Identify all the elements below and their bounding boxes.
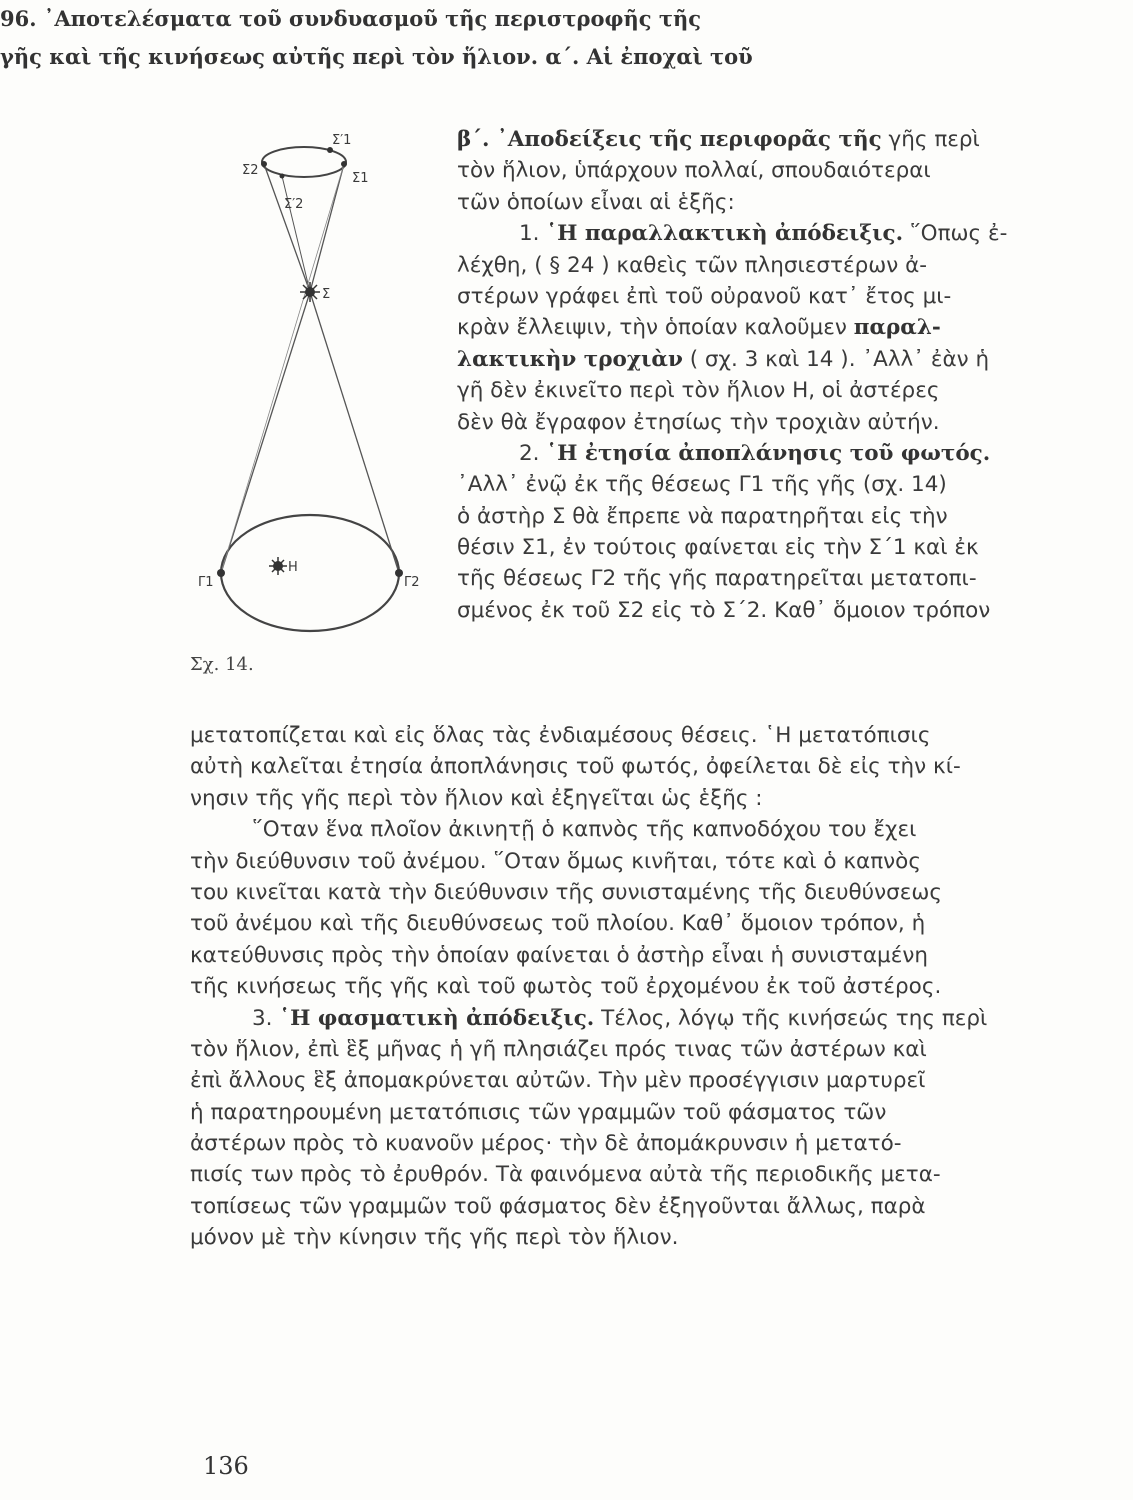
line-sigma-gamma1: [221, 292, 310, 573]
text-span: κατεύθυνσις πρὸς τὴν ὁποίαν φαίνεται ὁ ἀστὴρ εἶναι ἡ συνισταμένη: [190, 942, 928, 968]
column-text: [457, 124, 1057, 626]
text-span: τῆς θέσεως Γ2 τῆς γῆς παρατηρεῖται μετατοπι-: [457, 566, 977, 592]
text-line: [457, 407, 1057, 438]
text-span: 1.: [519, 221, 547, 247]
text-line: [457, 312, 1057, 343]
text-line: [457, 375, 1057, 406]
text-span: θέσιν Σ1, ἐν τούτοις φαίνεται εἰς τὴν Σ΄1 καὶ ἐκ: [457, 535, 979, 561]
text-line: [457, 438, 1057, 469]
figure-caption: Σχ. 14.: [190, 654, 254, 675]
text-span: γῆ δὲν ἐκινεῖτο περὶ τὸν ἥλιον Η, οἱ ἀστέρες: [457, 378, 940, 404]
section-96-line1: 96. ᾿Αποτελέσματα τοῦ συνδυασμοῦ τῆς περιστροφῆς τῆς: [0, 6, 702, 31]
figure-14: [180, 120, 470, 710]
text-span: κρὰν ἔλλειψιν, τὴν ὁποίαν καλοῦμεν: [457, 315, 854, 341]
text-span: μετατοπίζεται καὶ εἰς ὅλας τὰς ἐνδιαμέσους θέσεις. ῾Η μετατόπισις: [190, 723, 931, 748]
label-gamma2: Γ2: [404, 575, 420, 590]
text-span: τῆς κινήσεως τῆς γῆς καὶ τοῦ φωτὸς τοῦ ἐρχομένου ἐκ τοῦ ἀστέρος.: [190, 974, 942, 1000]
text-line: [190, 783, 1058, 814]
full-width-text: [190, 720, 1058, 1254]
point-gamma2: [395, 569, 403, 577]
text-line: [457, 595, 1057, 626]
label-s2-prime: Σ′2: [284, 197, 304, 212]
label-s2: Σ2: [242, 163, 259, 178]
text-line: [457, 155, 1057, 186]
text-span: ῞Οταν ἕνα πλοῖον ἀκινητῇ ὁ καπνὸς τῆς καπνοδόχου του ἔχει: [252, 817, 917, 843]
text-span: τῶν ὁποίων εἶναι αἱ ἑξῆς:: [457, 189, 735, 215]
bold-heading-span: παραλ-: [853, 315, 941, 341]
label-sigma: Σ: [322, 287, 331, 302]
bold-heading-span: ῾Η παραλλακτικὴ ἀπόδειξις.: [546, 221, 904, 247]
sun-icon: [269, 557, 287, 575]
text-span: του κινεῖται κατὰ τὴν διεύθυνσιν τῆς συνισταμένης τῆς διευθύνσεως: [190, 879, 942, 905]
line-s2prime-sigma: [282, 176, 310, 292]
text-span: ᾿Αλλ᾿ ἐνῷ ἐκ τῆς θέσεως Γ1 τῆς γῆς (σχ. 14): [457, 472, 947, 498]
text-line: [190, 846, 1058, 877]
text-line: [457, 563, 1057, 594]
text-span: γῆς περὶ: [881, 127, 980, 152]
text-span: ἐπὶ ἄλλους ἓξ ἀπομακρύνεται αὐτῶν. Τὴν μὲν προσέγγισιν μαρτυρεῖ: [190, 1068, 926, 1094]
text-span: ῞Οπως ἐ-: [903, 221, 1008, 247]
line-gamma1-s1: [221, 164, 344, 573]
text-span: 3.: [252, 1005, 280, 1031]
text-line: [457, 344, 1057, 375]
earth-orbit-ellipse: [221, 515, 399, 631]
text-span: στέρων γράφει ἐπὶ τοῦ οὐρανοῦ κατ᾿ ἔτος μι-: [457, 283, 952, 309]
label-helios: Η: [288, 560, 298, 575]
text-line: [190, 751, 1058, 782]
text-line: [457, 250, 1057, 281]
text-line: [457, 532, 1057, 563]
text-line: [457, 469, 1057, 500]
text-line: [457, 187, 1057, 218]
text-span: ( σχ. 3 καὶ 14 ). ᾿Αλλ᾿ ἐὰν ἡ: [682, 346, 990, 372]
text-span: τοῦ ἀνέμου καὶ τῆς διευθύνσεως τοῦ πλοίου. Καθ᾿ ὅμοιον τρόπον, ἡ: [190, 911, 926, 937]
parallax-diagram: [180, 120, 470, 710]
label-s1: Σ1: [352, 171, 369, 186]
text-line: [190, 971, 1058, 1002]
bold-heading-span: ῾Η φασματικὴ ἀπόδειξις.: [279, 1005, 595, 1031]
line-s1-sigma: [310, 164, 344, 292]
text-span: τοπίσεως τῶν γραμμῶν τοῦ φάσματος δὲν ἐξηγοῦνται ἄλλως, παρὰ: [190, 1193, 926, 1219]
text-span: τὸν ἥλιον, ὑπάρχουν πολλαί, σπουδαιότεραι: [457, 158, 931, 184]
text-line: [190, 908, 1058, 939]
point-s2: [261, 161, 267, 167]
text-span: ὁ ἀστὴρ Σ θὰ ἔπρεπε νὰ παρατηρῆται εἰς τὴν: [457, 503, 948, 529]
bold-heading-span: λακτικὴν τροχιὰν: [457, 346, 683, 372]
text-line: [190, 940, 1058, 971]
section-96-heading: [0, 0, 870, 76]
text-span: τὸν ἥλιον, ἐπὶ ἓξ μῆνας ἡ γῆ πλησιάζει πρός τινας τῶν ἀστέρων καὶ: [190, 1036, 927, 1062]
text-line: [190, 814, 1058, 845]
text-line: [457, 218, 1057, 249]
line-sigma-gamma2: [310, 292, 399, 573]
text-line: [457, 124, 1057, 155]
text-span: αὐτὴ καλεῖται ἐτησία ἀποπλάνησις τοῦ φωτός, ὀφείλεται δὲ εἰς τὴν κί-: [190, 754, 961, 780]
text-span: τὴν διεύθυνσιν τοῦ ἀνέμου. ῞Οταν ὅμως κινῆται, τότε καὶ ὁ καπνὸς: [190, 848, 921, 874]
line-s2-sigma: [264, 164, 310, 292]
text-line: [190, 1003, 1058, 1034]
star-icon: [300, 282, 320, 302]
text-span: λέχθη, ( § 24 ) καθεὶς τῶν πλησιεστέρων ἀ-: [457, 252, 928, 278]
text-line: [190, 1128, 1058, 1159]
text-span: ἡ παρατηρουμένη μετατόπισις τῶν γραμμῶν τοῦ φάσματος τῶν: [190, 1099, 887, 1125]
text-span: πισίς των πρὸς τὸ ἐρυθρόν. Τὰ φαινόμενα αὐτὰ τῆς περιοδικῆς μετα-: [190, 1162, 941, 1188]
text-span: σμένος ἐκ τοῦ Σ2 εἰς τὸ Σ΄2. Καθ᾿ ὅμοιον τρόπον: [457, 597, 991, 623]
page-number: 136: [203, 1452, 249, 1480]
text-line: [190, 1159, 1058, 1190]
text-line: [190, 1222, 1058, 1253]
text-line: [190, 720, 1058, 751]
text-line: [190, 877, 1058, 908]
point-s1: [341, 161, 347, 167]
text-span: νησιν τῆς γῆς περὶ τὸν ἥλιον καὶ ἐξηγεῖται ὡς ἑξῆς :: [190, 785, 763, 811]
text-line: [457, 281, 1057, 312]
text-line: [190, 1034, 1058, 1065]
text-span: ἀστέρων πρὸς τὸ κυανοῦν μέρος· τὴν δὲ ἀπομάκρυνσιν ἡ μετατό-: [190, 1131, 902, 1157]
bold-heading-span: ῾Η ἐτησία ἀποπλάνησις τοῦ φωτός.: [546, 440, 991, 466]
bold-heading-span: β΄. ᾿Αποδείξεις τῆς περιφορᾶς τῆς: [457, 127, 882, 152]
text-span: δὲν θὰ ἔγραφον ἐτησίως τὴν τροχιὰν αὐτήν.: [457, 409, 940, 435]
point-s2-prime: [280, 174, 285, 179]
text-line: [190, 1097, 1058, 1128]
text-line: [457, 501, 1057, 532]
text-line: [190, 1065, 1058, 1096]
parallactic-ellipse: [262, 147, 346, 177]
text-span: 2.: [519, 440, 547, 466]
text-line: [190, 1191, 1058, 1222]
label-s1-prime: Σ′1: [332, 133, 352, 148]
section-96-line2: γῆς καὶ τῆς κινήσεως αὐτῆς περὶ τὸν ἥλιον. α΄. Αἱ ἐποχαὶ τοῦ: [0, 44, 753, 69]
point-gamma1: [217, 569, 225, 577]
text-span: μόνον μὲ τὴν κίνησιν τῆς γῆς περὶ τὸν ἥλιον.: [190, 1225, 679, 1251]
text-span: Τέλος, λόγῳ τῆς κινήσεώς της περὶ: [594, 1005, 988, 1031]
label-gamma1: Γ1: [198, 575, 214, 590]
